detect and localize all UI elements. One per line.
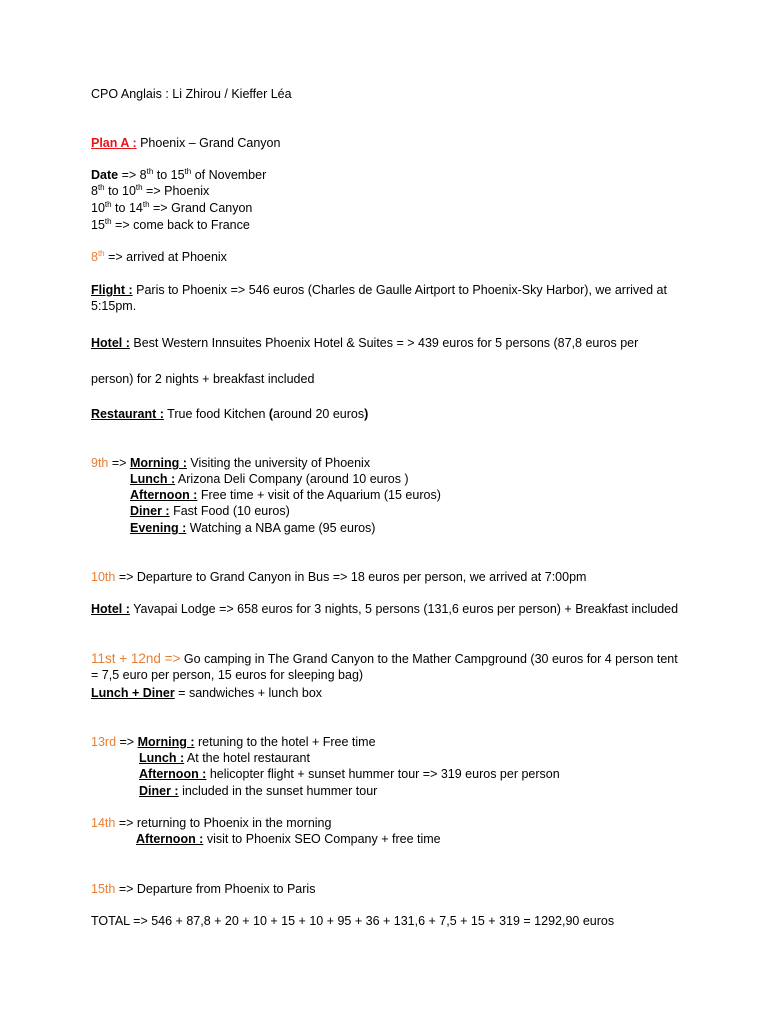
afternoon-label: Afternoon : [136, 832, 204, 846]
day-8-heading [91, 249, 227, 265]
hotel-info [91, 335, 638, 351]
day-10-hotel [91, 601, 681, 617]
afternoon-label: Afternoon : [139, 767, 207, 781]
date-sup: th [184, 166, 192, 176]
date-sup: th [135, 182, 143, 192]
lunch-label: Lunch : [139, 751, 185, 765]
arrow-text: => [116, 735, 138, 749]
date-sup: th [104, 199, 112, 209]
day-15-heading [91, 881, 315, 897]
diner-label: Diner : [139, 784, 179, 798]
date-text: => Grand Canyon [149, 201, 253, 215]
lunch-label: Lunch : [130, 472, 176, 486]
date-text: 15 [91, 218, 105, 232]
date-return [91, 217, 250, 233]
day-11-12-meals [91, 685, 322, 701]
day-13-morning [91, 734, 376, 750]
diner-label: Diner : [130, 504, 170, 518]
date-text: to 15 [153, 168, 185, 182]
date-text: => Phoenix [142, 184, 210, 198]
day-label: 8 [91, 250, 98, 264]
plan-title [91, 135, 280, 151]
arrow-text: => [108, 456, 130, 470]
day-label: 9th [91, 456, 109, 470]
date-range-canyon [91, 200, 252, 216]
diner-text: Fast Food (10 euros) [169, 504, 290, 518]
date-sup: th [104, 216, 112, 226]
date-text: => come back to France [111, 218, 250, 232]
day-label: 13rd [91, 735, 117, 749]
restaurant-paren: ( [268, 407, 274, 421]
date-range-phoenix [91, 183, 209, 199]
restaurant-info [91, 406, 368, 422]
day-14-afternoon [136, 831, 441, 847]
day-label: 14th [91, 816, 116, 830]
day-9-evening [130, 520, 375, 536]
day-sup: th [97, 248, 105, 258]
total-line: TOTAL => 546 + 87,8 + 20 + 10 + 15 + 10 + 95 + 36 + 131,6 + 7,5 + 15 + 319 = 1292,90 euros [91, 914, 615, 928]
day-11-12-heading [91, 651, 681, 683]
hotel-label: Hotel : [91, 336, 130, 350]
day-10-heading [91, 569, 586, 585]
day-text: => arrived at Phoenix [104, 250, 227, 264]
afternoon-label: Afternoon : [130, 488, 198, 502]
restaurant-text: True food Kitchen [163, 407, 269, 421]
afternoon-text: helicopter flight + sunset hummer tour => 319 euros per person [206, 767, 560, 781]
plan-text: Phoenix – Grand Canyon [136, 136, 281, 150]
date-sup: th [142, 199, 150, 209]
date-text: of November [191, 168, 267, 182]
document-header: CPO Anglais : Li Zhirou / Kieffer Léa [91, 87, 292, 101]
day-13-afternoon [139, 766, 560, 782]
morning-text: Visiting the university of Phoenix [186, 456, 371, 470]
morning-text: retuning to the hotel + Free time [194, 735, 376, 749]
day-9-afternoon [130, 487, 441, 503]
evening-text: Watching a NBA game (95 euros) [186, 521, 376, 535]
day-text: => returning to Phoenix in the morning [115, 816, 332, 830]
lunch-label: Lunch + Diner [91, 686, 175, 700]
flight-text: Paris to Phoenix => 546 euros (Charles de Gaulle Airtport to Phoenix-Sky Harbor), we arrived at 5:15pm. [91, 283, 667, 313]
date-text: to 14 [111, 201, 143, 215]
date-text: 10 [91, 201, 105, 215]
day-13-lunch [139, 750, 310, 766]
diner-text: included in the sunset hummer tour [178, 784, 378, 798]
day-9-diner [130, 503, 290, 519]
morning-label: Morning : [137, 735, 195, 749]
morning-label: Morning : [129, 456, 187, 470]
afternoon-text: visit to Phoenix SEO Company + free time [203, 832, 441, 846]
day-text: Go camping in The Grand Canyon to the Mather Campground (30 euros for 4 person tent = 7,5 euro per person, 15 euros for sleeping bag) [91, 652, 678, 682]
restaurant-text: around 20 euros [273, 407, 365, 421]
flight-info [91, 282, 681, 314]
date-text: => 8 [118, 168, 147, 182]
day-14-heading [91, 815, 331, 831]
day-9-morning [91, 455, 370, 471]
plan-label: Plan A : [91, 136, 137, 150]
evening-label: Evening : [130, 521, 187, 535]
day-label: 15th [91, 882, 116, 896]
restaurant-label: Restaurant : [91, 407, 164, 421]
hotel-label: Hotel : [91, 602, 130, 616]
flight-label: Flight : [91, 283, 133, 297]
hotel-text: Best Western Innsuites Phoenix Hotel & Suites = > 439 euros for 5 persons (87,8 euros per [129, 336, 639, 350]
hotel-text: Yavapai Lodge => 658 euros for 3 nights, 5 persons (131,6 euros per person) + Breakfast included [129, 602, 679, 616]
afternoon-text: Free time + visit of the Aquarium (15 euros) [197, 488, 441, 502]
day-9-lunch [130, 471, 409, 487]
lunch-text: = sandwiches + lunch box [174, 686, 323, 700]
date-sup: th [97, 182, 105, 192]
date-line [91, 167, 266, 183]
lunch-text: Arizona Deli Company (around 10 euros ) [175, 472, 409, 486]
day-label: 10th [91, 570, 116, 584]
day-label: 11st + 12nd => [91, 651, 181, 666]
day-13-diner [139, 783, 377, 799]
date-label: Date [91, 168, 119, 182]
hotel-info-cont: person) for 2 nights + breakfast included [91, 372, 315, 386]
restaurant-paren: ) [364, 407, 369, 421]
date-sup: th [146, 166, 154, 176]
day-text: => Departure to Grand Canyon in Bus => 18 euros per person, we arrived at 7:00pm [115, 570, 587, 584]
date-text: 8 [91, 184, 98, 198]
day-text: => Departure from Phoenix to Paris [115, 882, 316, 896]
date-text: to 10 [104, 184, 136, 198]
lunch-text: At the hotel restaurant [184, 751, 310, 765]
